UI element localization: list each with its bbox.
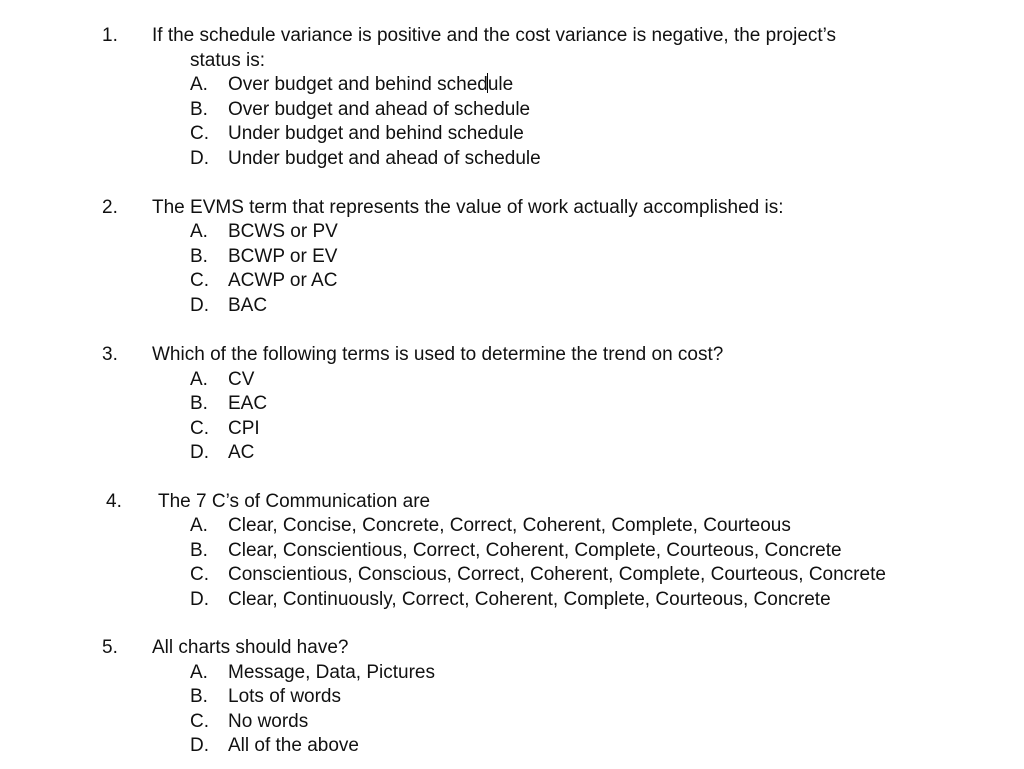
option-letter: C. <box>190 123 209 144</box>
option-letter: C. <box>190 564 209 585</box>
answer-option <box>190 122 524 146</box>
answer-option <box>190 661 435 685</box>
question-text: All charts should have? <box>152 637 349 658</box>
option-text: Message, Data, Pictures <box>228 662 435 683</box>
answer-option <box>190 98 530 122</box>
option-letter: A. <box>190 74 208 95</box>
question-number: 1. <box>102 25 118 46</box>
option-text: Over budget and ahead of schedule <box>228 99 531 120</box>
option-letter: C. <box>190 270 209 291</box>
option-text: EAC <box>228 393 268 414</box>
option-letter: D. <box>190 148 209 169</box>
option-text: AC <box>228 442 255 463</box>
question-text: If the schedule variance is positive and the cost variance is negative, the project’s <box>152 25 837 46</box>
option-letter: D. <box>190 589 209 610</box>
option-letter: A. <box>190 221 208 242</box>
option-text: Clear, Concise, Concrete, Correct, Coherent, Complete, Courteous <box>228 515 791 536</box>
option-letter: B. <box>190 246 208 267</box>
answer-option <box>190 392 267 416</box>
option-letter: B. <box>190 99 208 120</box>
answer-option <box>190 710 308 734</box>
option-letter: B. <box>190 393 208 414</box>
option-text: Lots of words <box>228 686 341 707</box>
option-letter: B. <box>190 686 208 707</box>
option-letter: D. <box>190 442 209 463</box>
option-letter: A. <box>190 515 208 536</box>
answer-option <box>190 368 254 392</box>
option-text: All of the above <box>228 735 359 756</box>
option-text: Clear, Conscientious, Correct, Coherent, Complete, Courteous, Concrete <box>228 540 842 561</box>
option-text-tail: ule <box>487 74 514 95</box>
answer-option <box>190 417 260 441</box>
option-text: ACWP or AC <box>228 270 338 291</box>
option-letter: C. <box>190 711 209 732</box>
option-text: Over budget and behind sched <box>228 74 488 95</box>
question-text: The 7 C’s of Communication are <box>158 491 431 512</box>
option-text: BAC <box>228 295 268 316</box>
option-letter: A. <box>190 369 208 390</box>
answer-option <box>190 441 254 465</box>
option-text: BCWS or PV <box>228 221 338 242</box>
option-text: CV <box>228 369 255 390</box>
option-text: Under budget and behind schedule <box>228 123 524 144</box>
answer-option <box>190 294 267 318</box>
question-number: 4. <box>106 491 122 512</box>
option-text: Conscientious, Conscious, Correct, Coherent, Complete, Courteous, Concrete <box>228 564 886 585</box>
option-text: BCWP or EV <box>228 246 338 267</box>
answer-option <box>190 514 791 538</box>
option-text: Under budget and ahead of schedule <box>228 148 541 169</box>
option-text: No words <box>228 711 309 732</box>
answer-option <box>190 539 842 563</box>
option-text: CPI <box>228 418 260 439</box>
question-number: 2. <box>102 197 118 218</box>
question-number: 5. <box>102 637 118 658</box>
option-letter: D. <box>190 735 209 756</box>
answer-option <box>190 563 886 587</box>
option-text: Clear, Continuously, Correct, Coherent, Complete, Courteous, Concrete <box>228 589 831 610</box>
answer-option <box>190 73 513 97</box>
answer-option <box>190 685 341 709</box>
question-text-continued: status is: <box>190 50 265 71</box>
option-letter: B. <box>190 540 208 561</box>
question-text: Which of the following terms is used to determine the trend on cost? <box>152 344 724 365</box>
option-letter: A. <box>190 662 208 683</box>
answer-option <box>190 588 831 612</box>
option-letter: C. <box>190 418 209 439</box>
answer-option <box>190 269 337 293</box>
option-letter: D. <box>190 295 209 316</box>
question-text: The EVMS term that represents the value of work actually accomplished is: <box>152 197 784 218</box>
answer-option <box>190 734 359 758</box>
answer-option <box>190 245 337 269</box>
answer-option <box>190 220 338 244</box>
question-number: 3. <box>102 344 118 365</box>
answer-option <box>190 147 541 171</box>
